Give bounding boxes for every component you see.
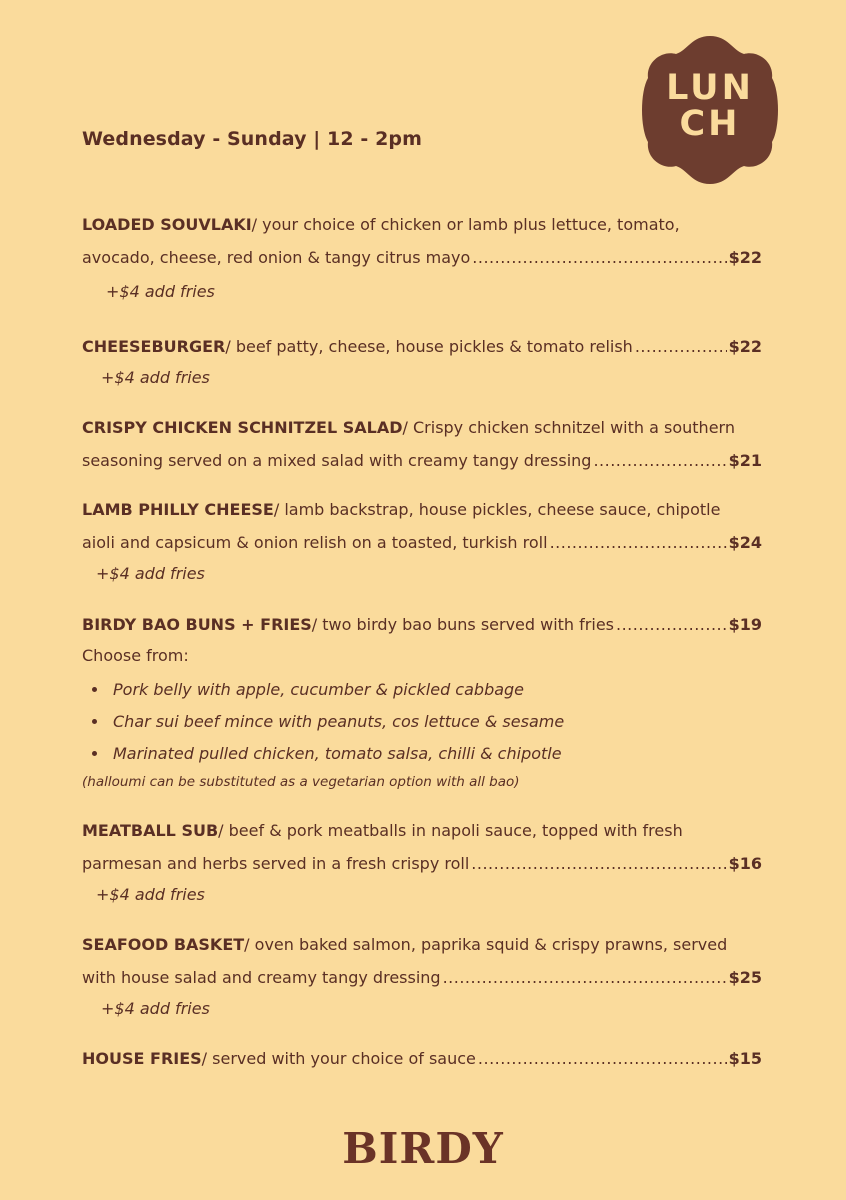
item-line bbox=[82, 814, 762, 847]
item-description: seasoning served on a mixed salad with creamy tangy dressing bbox=[82, 451, 592, 470]
item-description: / lamb backstrap, house pickles, cheese sauce, chipotle bbox=[273, 500, 721, 519]
item-description: / served with your choice of sauce bbox=[201, 1049, 476, 1068]
item-line bbox=[82, 241, 762, 274]
item-description: avocado, cheese, red onion & tangy citrus mayo bbox=[82, 248, 471, 267]
service-hours: Wednesday - Sunday | 12 - 2pm bbox=[82, 128, 423, 150]
menu-item-house-fries bbox=[82, 1042, 762, 1075]
item-line bbox=[82, 444, 762, 477]
item-line bbox=[82, 526, 762, 559]
item-name: LOADED SOUVLAKI bbox=[82, 215, 252, 234]
lunch-badge bbox=[640, 32, 780, 188]
item-addon: +$4 add fries bbox=[96, 885, 205, 904]
item-price: $22 bbox=[728, 248, 762, 267]
bao-option-text: Pork belly with apple, cucumber & pickled cabbage bbox=[113, 680, 525, 699]
item-line bbox=[82, 493, 762, 526]
bao-option-text: Char sui beef mince with peanuts, cos lettuce & sesame bbox=[113, 712, 565, 731]
item-line bbox=[82, 208, 762, 241]
dot-leader bbox=[472, 241, 726, 274]
item-addon: +$4 add fries bbox=[101, 999, 210, 1018]
item-price: $16 bbox=[728, 854, 762, 873]
item-description: parmesan and herbs served in a fresh crispy roll bbox=[82, 854, 470, 873]
item-description: / beef patty, cheese, house pickles & tomato relish bbox=[225, 337, 633, 356]
menu-item-cheeseburger bbox=[82, 330, 762, 363]
item-line bbox=[82, 330, 762, 363]
menu-item-bao-buns bbox=[82, 608, 762, 641]
item-description: with house salad and creamy tangy dressing bbox=[82, 968, 441, 987]
item-line bbox=[82, 608, 762, 641]
badge-line-1: LUN bbox=[666, 68, 754, 108]
item-line bbox=[82, 961, 762, 994]
bullet-icon bbox=[92, 719, 97, 724]
item-description: / oven baked salmon, paprika squid & crispy prawns, served bbox=[244, 935, 728, 954]
item-description: / beef & pork meatballs in napoli sauce, topped with fresh bbox=[218, 821, 683, 840]
item-price: $19 bbox=[728, 615, 762, 634]
dot-leader bbox=[443, 961, 727, 994]
item-name: SEAFOOD BASKET bbox=[82, 935, 245, 954]
dot-leader bbox=[616, 608, 727, 641]
item-name: BIRDY BAO BUNS + FRIES bbox=[82, 615, 312, 634]
item-description: aioli and capsicum & onion relish on a toasted, turkish roll bbox=[82, 533, 548, 552]
item-price: $21 bbox=[728, 451, 762, 470]
menu-item-schnitzel-salad bbox=[82, 411, 762, 477]
item-line bbox=[82, 847, 762, 880]
item-price: $15 bbox=[728, 1049, 762, 1068]
item-line bbox=[82, 411, 762, 444]
item-name: LAMB PHILLY CHEESE bbox=[82, 500, 274, 519]
dot-leader bbox=[635, 330, 727, 363]
menu-item-loaded-souvlaki bbox=[82, 208, 762, 274]
item-line bbox=[82, 1042, 762, 1075]
item-addon: +$4 add fries bbox=[106, 282, 215, 301]
badge-line-2: CH bbox=[679, 104, 741, 144]
item-name: MEATBALL SUB bbox=[82, 821, 219, 840]
bao-options-list bbox=[82, 674, 564, 770]
bullet-icon bbox=[92, 751, 97, 756]
bao-option bbox=[82, 674, 564, 706]
dot-leader bbox=[478, 1042, 727, 1075]
item-price: $22 bbox=[728, 337, 762, 356]
item-name: CRISPY CHICKEN SCHNITZEL SALAD bbox=[82, 418, 403, 437]
birdy-logo: BIRDY bbox=[342, 1124, 504, 1173]
item-price: $25 bbox=[728, 968, 762, 987]
bao-option bbox=[82, 706, 564, 738]
item-description: / your choice of chicken or lamb plus lettuce, tomato, bbox=[251, 215, 680, 234]
dot-leader bbox=[471, 847, 726, 880]
menu-item-lamb-philly bbox=[82, 493, 762, 559]
bao-choose-label: Choose from: bbox=[82, 646, 189, 665]
bullet-icon bbox=[92, 687, 97, 692]
badge-label bbox=[640, 70, 780, 142]
item-addon: +$4 add fries bbox=[96, 564, 205, 583]
bao-option-text: Marinated pulled chicken, tomato salsa, chilli & chipotle bbox=[113, 744, 562, 763]
menu-item-meatball-sub bbox=[82, 814, 762, 880]
item-name: HOUSE FRIES bbox=[82, 1049, 202, 1068]
item-description: / two birdy bao buns served with fries bbox=[311, 615, 614, 634]
item-description: / Crispy chicken schnitzel with a southern bbox=[402, 418, 735, 437]
menu-item-seafood-basket bbox=[82, 928, 762, 994]
dot-leader bbox=[550, 526, 727, 559]
item-addon: +$4 add fries bbox=[101, 368, 210, 387]
bao-option bbox=[82, 738, 564, 770]
item-price: $24 bbox=[728, 533, 762, 552]
bao-vegetarian-note: (halloumi can be substituted as a vegetarian option with all bao) bbox=[82, 774, 520, 790]
dot-leader bbox=[593, 444, 726, 477]
item-line bbox=[82, 928, 762, 961]
item-name: CHEESEBURGER bbox=[82, 337, 226, 356]
